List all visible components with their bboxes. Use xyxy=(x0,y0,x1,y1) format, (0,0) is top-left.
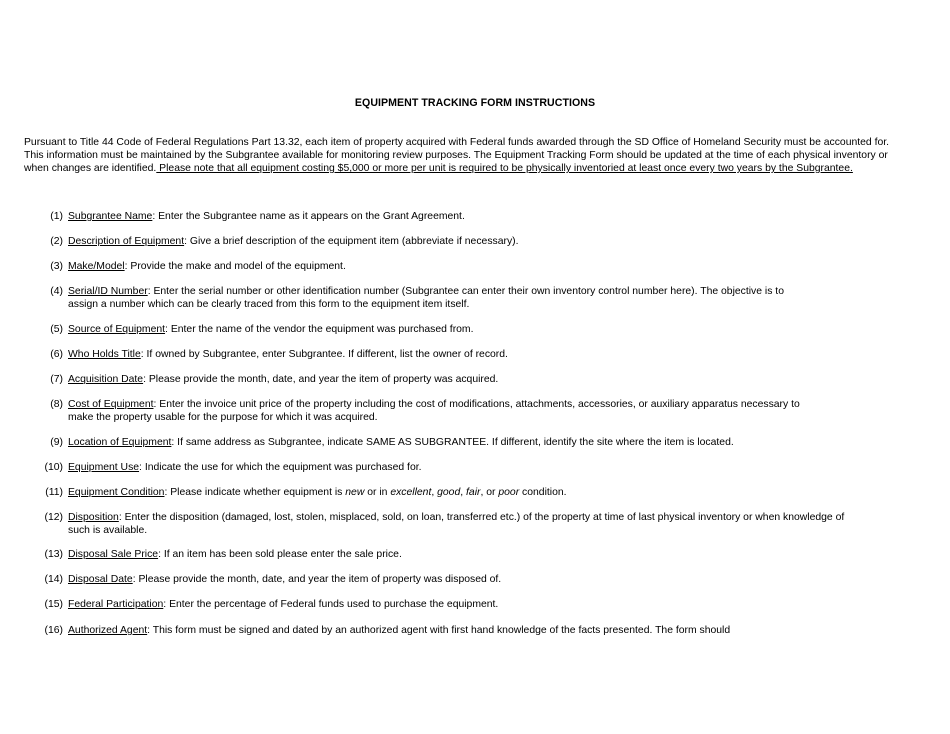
item-term: Disposal Sale Price xyxy=(68,549,159,560)
item-text-part: , xyxy=(431,487,438,498)
item-number: (10) xyxy=(44,462,63,473)
item-body xyxy=(68,398,818,424)
item-term: Source of Equipment xyxy=(68,324,166,335)
item-text: : Enter the serial number or other identification number (Subgrantee can enter their own inventory control number here). The objective is to assign a number which can be clearly traced from this form to the equipment item itself. xyxy=(68,286,784,310)
item-body xyxy=(68,323,888,336)
item-body xyxy=(68,461,888,474)
item-text-part: condition. xyxy=(519,487,567,498)
item-text: : Please provide the month, date, and year the item of property was disposed of. xyxy=(132,574,502,585)
item-text: : Provide the make and model of the equipment. xyxy=(124,261,346,272)
item-term: Location of Equipment xyxy=(68,437,172,448)
item-text: : Please provide the month, date, and year the item of property was acquired. xyxy=(143,374,499,385)
item-body xyxy=(68,373,888,386)
item-text: : This form must be signed and dated by an authorized agent with first hand knowledge of the facts presented. The form should xyxy=(147,625,731,636)
item-body xyxy=(68,348,888,361)
item-body xyxy=(68,598,888,611)
item-text: : Enter the name of the vendor the equipment was purchased from. xyxy=(165,324,474,335)
item-term: Make/Model xyxy=(68,261,125,272)
intro-paragraph xyxy=(24,136,894,175)
item-text: : Enter the invoice unit price of the property including the cost of modifications, attachments, accessories, or auxiliary apparatus necessary to make the property usable for the purpose for which it was acquired. xyxy=(68,399,800,423)
item-term: Cost of Equipment xyxy=(68,399,154,410)
item-number: (9) xyxy=(50,437,63,448)
item-text: : Enter the disposition (damaged, lost, stolen, misplaced, sold, on loan, transferred etc.) of the property at time of last physical inventory or when knowledge of such is available. xyxy=(68,512,845,536)
item-term: Equipment Condition xyxy=(68,487,165,498)
item-term: Who Holds Title xyxy=(68,349,141,360)
item-text: : If same address as Subgrantee, indicate SAME AS SUBGRANTEE. If different, identify the site where the item is located. xyxy=(171,437,734,448)
item-body xyxy=(68,260,888,273)
item-text: : If owned by Subgrantee, enter Subgrantee. If different, list the owner of record. xyxy=(140,349,508,360)
item-body xyxy=(68,235,888,248)
item-term: Acquisition Date xyxy=(68,374,144,385)
item-term: Disposition xyxy=(68,512,119,523)
item-body xyxy=(68,285,798,311)
item-term: Equipment Use xyxy=(68,462,140,473)
condition-excellent: excellent xyxy=(390,487,432,498)
item-number: (14) xyxy=(44,574,63,585)
item-number: (13) xyxy=(44,549,63,560)
item-number: (12) xyxy=(44,512,63,523)
item-number: (8) xyxy=(50,399,63,410)
item-term: Disposal Date xyxy=(68,574,133,585)
item-body xyxy=(68,511,868,537)
item-body xyxy=(68,210,888,223)
item-body xyxy=(68,573,888,586)
item-body xyxy=(68,624,888,637)
item-term: Federal Participation xyxy=(68,599,164,610)
item-text: : Give a brief description of the equipment item (abbreviate if necessary). xyxy=(184,236,519,247)
item-text: : Enter the percentage of Federal funds used to purchase the equipment. xyxy=(163,599,499,610)
item-number: (11) xyxy=(45,487,63,498)
item-text: : Please indicate whether equipment is xyxy=(164,487,346,498)
item-term: Serial/ID Number xyxy=(68,286,148,297)
item-number: (3) xyxy=(50,261,63,272)
item-text: : Indicate the use for which the equipment was purchased for. xyxy=(139,462,422,473)
item-body xyxy=(68,486,888,499)
page-title: EQUIPMENT TRACKING FORM INSTRUCTIONS xyxy=(354,97,596,109)
item-text-part: or in xyxy=(364,487,391,498)
condition-poor: poor xyxy=(498,487,520,498)
item-number: (15) xyxy=(44,599,63,610)
item-term: Authorized Agent xyxy=(68,625,148,636)
item-number: (5) xyxy=(50,324,63,335)
item-text: : If an item has been sold please enter the sale price. xyxy=(158,549,402,560)
condition-good: good xyxy=(437,487,461,498)
condition-fair: fair xyxy=(466,487,481,498)
item-text-part: , xyxy=(460,487,467,498)
item-number: (1) xyxy=(50,211,63,222)
intro-underlined-note: Please note that all equipment costing $5,000 or more per unit is required to be physically inventoried at least once every two years by the Subgrantee. xyxy=(156,163,853,174)
item-body xyxy=(68,436,888,449)
item-number: (16) xyxy=(44,625,63,636)
item-number: (2) xyxy=(50,236,63,247)
item-text: : Enter the Subgrantee name as it appears on the Grant Agreement. xyxy=(152,211,465,222)
item-body xyxy=(68,548,888,561)
item-text-part: , or xyxy=(480,487,499,498)
item-term: Subgrantee Name xyxy=(68,211,153,222)
item-term: Description of Equipment xyxy=(68,236,185,247)
intro-text: Pursuant to Title 44 Code of Federal Regulations Part 13.32, each item of property acquired with Federal funds awarded through the SD Office of Homeland Security must be accounted for. This information must be maintained by the Subgrantee available for monitoring review purposes. The Equipment Tracking Form should be updated at the time of each physical inventory or when changes are identified. xyxy=(24,137,890,174)
item-number: (7) xyxy=(50,374,63,385)
condition-new: new xyxy=(345,487,365,498)
item-number: (4) xyxy=(50,286,63,297)
item-number: (6) xyxy=(50,349,63,360)
